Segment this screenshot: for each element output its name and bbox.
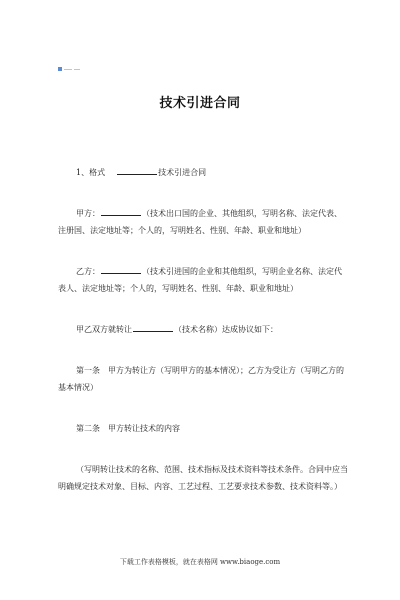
party-b-line2: 表人、法定地址等；个人的，写明姓名、性别、年龄、职业和地址） <box>58 284 298 293</box>
logo-icon <box>58 66 84 72</box>
content-line1: （写明转让技术的名称、范围、技术指标及技术资料等技术条件。合同中应当 <box>76 465 348 474</box>
article-2-heading: 第二条 甲方转让技术的内容 <box>76 424 180 433</box>
tech-name-blank <box>133 322 173 332</box>
party-b-line1: 乙方： （技术引进国的企业和其他组织，写明企业名称、法定代 <box>58 263 358 280</box>
party-a-line1: 甲方： （技术出口国的企业、其他组织，写明名称、法定代表、 <box>58 205 358 222</box>
article-1-line2: 基本情况） <box>58 383 98 392</box>
document-title: 技术引进合同 <box>159 96 241 111</box>
article-1-line1: 第一条 甲方为转让方（写明甲方的基本情况）；乙方为受让方（写明乙方的 <box>76 366 344 375</box>
format-line: 1、格式 技术引进合同 <box>58 164 358 181</box>
party-a-blank <box>101 206 141 216</box>
agreement-line: 甲乙双方就转让 （技术名称）达成协议如下： <box>58 321 358 338</box>
party-b-blank <box>101 264 141 274</box>
logo-mark <box>58 67 62 71</box>
content-line2: 明确规定技术对象、目标、内容、工艺过程、工艺要求技术参数、技术资料等。） <box>58 482 342 491</box>
page-footer: 下载工作表格模板，就在表格网 www.biaoge.com <box>119 558 281 566</box>
title-blank <box>117 165 157 175</box>
party-a-line2: 注册国、法定地址等；个人的，写明姓名、性别、年龄、职业和地址） <box>58 226 306 235</box>
